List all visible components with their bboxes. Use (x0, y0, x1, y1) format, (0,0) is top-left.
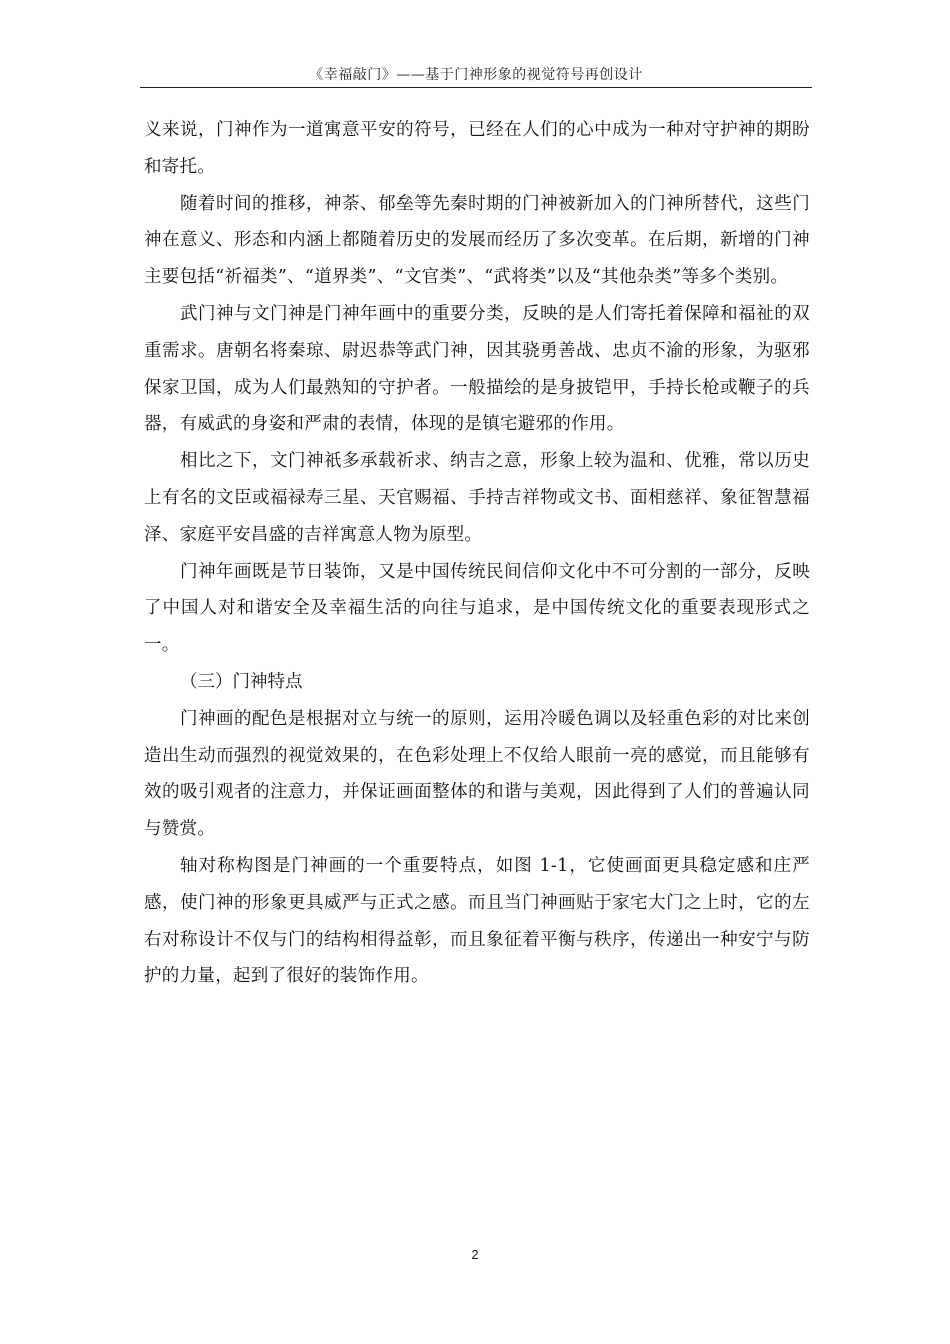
paragraph: 武门神与文门神是门神年画中的重要分类，反映的是人们寄托着保障和福祉的双重需求。唐朝名将秦琼、尉迟恭等武门神，因其骁勇善战、忠贞不渝的形象，为驱邪保家卫国，成为人们最熟知的守护者。一般描绘的是身披铠甲，手持长枪或鞭子的兵器，有威武的身姿和严肃的表情，体现的是镇宅避邪的作用。 (144, 303, 810, 435)
paragraph-continuation: 义来说，门神作为一道寓意平安的符号，已经在人们的心中成为一种对守护神的期盼和寄托。 (144, 120, 810, 177)
paragraph: 门神年画既是节日装饰，又是中国传统民间信仰文化中不可分割的一部分，反映了中国人对和谐安全及幸福生活的向往与追求，是中国传统文化的重要表现形式之一。 (144, 561, 810, 656)
paragraph: 门神画的配色是根据对立与统一的原则，运用冷暖色调以及轻重色彩的对比来创造出生动而强烈的视觉效果的，在色彩处理上不仅给人眼前一亮的感觉，而且能够有效的吸引观者的注意力，并保证画面整体的和谐与美观，因此得到了人们的普遍认同与赞赏。 (144, 708, 810, 840)
document-body (144, 112, 810, 995)
paragraph: 随着时间的推移，神荼、郁垒等先秦时期的门神被新加入的门神所替代，这些门神在意义、形态和内涵上都随着历史的发展而经历了多次变革。在后期，新增的门神主要包括“祈福类”、“道界类”、“文官类”、“武将类”以及“其他杂类”等多个类别。 (144, 193, 810, 288)
header-divider (140, 87, 812, 88)
running-header: 《幸福敲门》——基于门神形象的视觉符号再创设计 (309, 67, 643, 83)
section-heading: （三）门神特点 (180, 671, 303, 692)
paragraph: 轴对称构图是门神画的一个重要特点，如图 1-1，它使画面更具稳定感和庄严感，使门神的形象更具威严与正式之感。而且当门神画贴于家宅大门之上时，它的左右对称设计不仅与门的结构相得益彰，而且象征着平衡与秩序，传递出一种安宁与防护的力量，起到了很好的装饰作用。 (144, 855, 810, 987)
page-number: 2 (471, 1247, 479, 1262)
paragraph: 相比之下，文门神祇多承载祈求、纳吉之意，形象上较为温和、优雅，常以历史上有名的文臣或福禄寿三星、天官赐福、手持吉祥物或文书、面相慈祥、象征智慧福泽、家庭平安昌盛的吉祥寓意人物为原型。 (144, 451, 810, 545)
